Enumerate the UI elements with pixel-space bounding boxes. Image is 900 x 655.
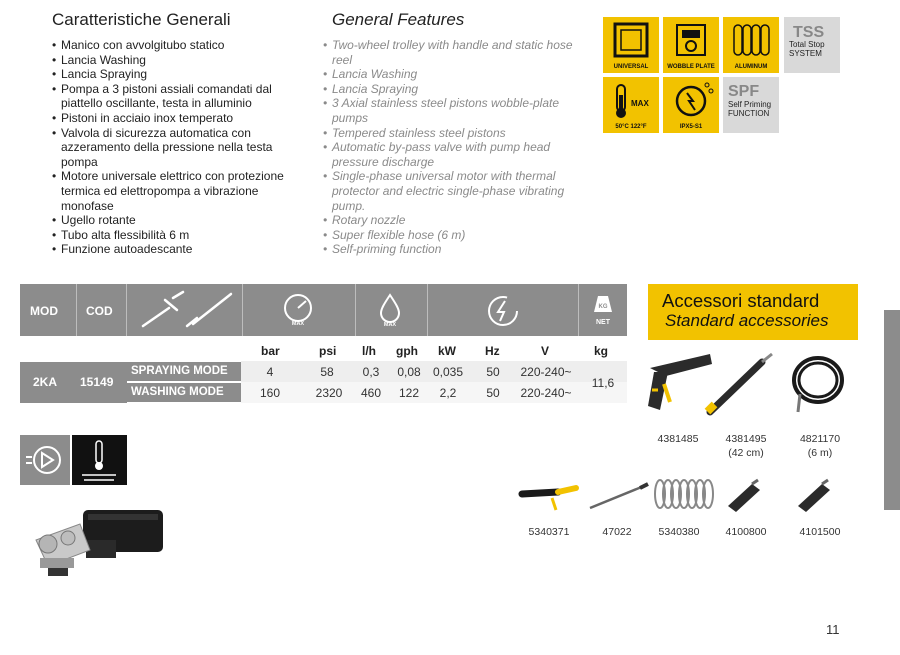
max-label: MAX [631, 99, 649, 108]
tss-logo: TSS [793, 24, 825, 41]
accessory-code: 4381495 [725, 433, 767, 445]
wobble-badge [663, 17, 719, 73]
list-item: • Ugello rotante [52, 213, 302, 228]
unit-lh: l/h [362, 344, 376, 358]
unit-psi: psi [319, 344, 337, 358]
accessory-code: 4381485 [657, 433, 699, 445]
aluminum-badge [723, 17, 779, 73]
foam-lance-image [518, 476, 582, 516]
accessory-code: 4821170 [799, 433, 841, 445]
accessories-title: Accessori standard [662, 290, 820, 311]
svg-text:MAX: MAX [291, 321, 305, 327]
accessory-note: (6 m) [807, 447, 833, 459]
washing-bar: 160 [259, 386, 281, 400]
header-divider [427, 284, 428, 336]
list-item: • Motore universale elettrico con protezione termica ed elettropompa a vibrazione monofase [52, 169, 302, 213]
list-item: • Lancia Spraying [323, 82, 573, 97]
list-item: • Single-phase universal motor with thermal protector and electric single-phase vibrating pump. [323, 169, 573, 213]
extension-lance-image [586, 476, 650, 516]
header-cod: COD [86, 304, 113, 318]
header-divider [578, 284, 579, 336]
list-item: • Manico con avvolgitubo statico [52, 38, 302, 53]
washing-v: 220-240~ [520, 386, 572, 400]
universal-motor-icon [20, 435, 70, 485]
list-item: • Self-priming function [323, 242, 573, 257]
page-number: 11 [826, 622, 840, 637]
nozzle-image [792, 476, 836, 516]
tss-text: Total Stop SYSTEM [789, 40, 825, 58]
kg-label: KG [598, 304, 608, 310]
accessory-note: (42 cm) [728, 447, 764, 459]
net-label: NET [596, 319, 610, 326]
accessory-code: 5340371 [528, 526, 570, 538]
accessory-code: 4101500 [799, 526, 841, 538]
header-divider [126, 284, 127, 336]
unit-gph: gph [396, 344, 418, 358]
weight-icon [586, 292, 620, 326]
universal-label: UNIVERSAL [613, 63, 649, 70]
list-item: • Two-wheel trolley with handle and static hose reel [323, 38, 573, 67]
list-item: • Rotary nozzle [323, 213, 573, 228]
header-divider [355, 284, 356, 336]
unit-kg: kg [594, 344, 609, 358]
spraying-bar: 4 [266, 365, 274, 379]
ipx-label: IPX5-S1 [679, 123, 703, 130]
washing-lh: 460 [360, 386, 382, 400]
unit-kw: kW [438, 344, 456, 358]
list-item: • 3 Axial stainless steel pistons wobble-plate pumps [323, 96, 573, 125]
washing-hz: 50 [486, 386, 500, 400]
tss-badge [784, 17, 840, 73]
spraying-hz: 50 [486, 365, 500, 379]
aluminum-icon [723, 17, 779, 63]
accessories-box [648, 284, 858, 340]
spraying-mode-label: SPRAYING MODE [127, 362, 241, 381]
washing-mode-label: WASHING MODE [127, 383, 241, 402]
lances-icon [135, 288, 239, 332]
hose-coil-image [788, 350, 848, 420]
unit-bar: bar [261, 344, 280, 358]
unit-v: V [541, 344, 550, 358]
accessory-code: 47022 [602, 526, 632, 538]
wobble-label: WOBBLE PLATE [667, 63, 715, 70]
kg-weight-icon [586, 292, 620, 314]
model-cell [20, 362, 127, 403]
rotary-nozzle-image [722, 476, 766, 516]
accessory-code: 5340380 [658, 526, 700, 538]
pump-motor-image [28, 500, 168, 590]
spf-badge [723, 77, 779, 133]
aluminum-label: ALUMINUM [734, 63, 768, 70]
section-tab [884, 310, 900, 510]
coiled-hose-image [650, 474, 716, 516]
washing-kw: 2,2 [439, 386, 457, 400]
spraying-lh: 0,3 [362, 365, 380, 379]
power-icon [486, 294, 520, 328]
thermal-protection-icon [72, 435, 127, 485]
lance-image [700, 350, 780, 420]
washing-gph: 122 [398, 386, 420, 400]
unit-hz: Hz [485, 344, 500, 358]
list-item: • Pistoni in acciaio inox temperato [52, 111, 302, 126]
washing-psi: 2320 [315, 386, 343, 400]
universal-badge [603, 17, 659, 73]
accessories-subtitle: Standard accessories [665, 311, 829, 330]
list-item: • Automatic by-pass valve with pump head pressure discharge [323, 140, 573, 169]
features-title-it: Caratteristiche Generali [52, 10, 231, 29]
list-item: • Funzione autoadescante [52, 242, 302, 257]
header-divider [242, 284, 243, 336]
list-item: • Valvola di sicurezza automatica con azzeramento della pressione nella testa pompa [52, 126, 302, 170]
code-value: 15149 [80, 375, 114, 389]
wobble-plate-icon [663, 17, 719, 61]
spraying-v: 220-240~ [520, 365, 572, 379]
list-item: • Lancia Washing [323, 67, 573, 82]
list-item: • Lancia Spraying [52, 67, 302, 82]
spf-text: Self Priming FUNCTION [728, 100, 772, 118]
universal-icon [603, 17, 659, 63]
weight-value: 11,6 [591, 376, 615, 390]
model-value: 2KA [33, 375, 58, 389]
svg-text:MAX: MAX [383, 322, 397, 328]
pressure-gauge-icon [280, 292, 316, 328]
list-item: • Lancia Washing [52, 53, 302, 68]
temperature-badge [603, 77, 659, 133]
header-divider [76, 284, 77, 336]
spraying-psi: 58 [320, 365, 334, 379]
spraying-kw: 0,035 [432, 365, 464, 379]
list-item: • Super flexible hose (6 m) [323, 228, 573, 243]
list-item: • Tempered stainless steel pistons [323, 126, 573, 141]
water-drop-icon [375, 292, 405, 328]
temperature-label: 50°C 122°F [615, 123, 647, 130]
list-item: • Tubo alta flessibilità 6 m [52, 228, 302, 243]
features-list-it [52, 38, 302, 257]
features-list-en [323, 38, 573, 257]
list-item: • Pompa a 3 pistoni assiali comandati dal piattello oscillante, testa in alluminio [52, 82, 302, 111]
accessory-code: 4100800 [725, 526, 767, 538]
features-title-en: General Features [332, 10, 465, 29]
header-mod: MOD [30, 304, 58, 318]
spraying-gph: 0,08 [397, 365, 421, 379]
ipx-icon [663, 77, 719, 121]
ipx-badge [663, 77, 719, 133]
spf-logo: SPF [728, 83, 760, 100]
